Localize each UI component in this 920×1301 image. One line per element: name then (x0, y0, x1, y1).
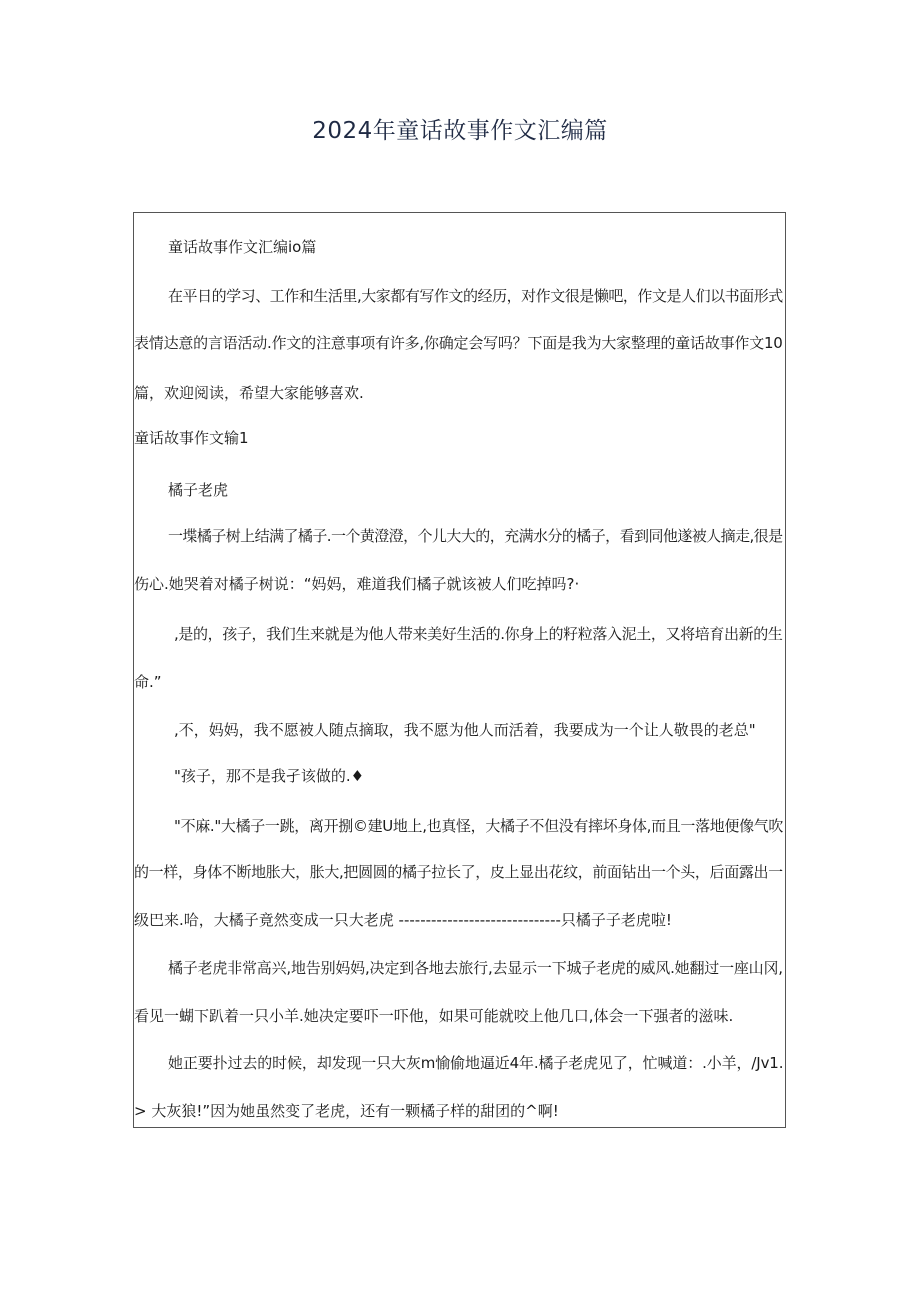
content-box (133, 212, 786, 1128)
paragraph-line: 在平日的学习、工作和生活里,大家都有写作文的经历，对作文很是懒吧，作文是人们以书面形式 (168, 287, 783, 305)
paragraph-line: "不麻."大橘子一跳，离开捌©建U地上,也真怪，大橘子不但没有摔坏身体,而且一落地便像气吹 (174, 817, 784, 835)
paragraph-line: 伤心.她哭着对橘子树说：“妈妈，难道我们橘子就该被人们吃掉吗?· (134, 575, 580, 593)
story-title: 橘子老虎 (168, 481, 229, 499)
paragraph-line: "孩子，那不是我孑该做的.♦ (174, 767, 365, 785)
paragraph-line: ,是的，孩子，我们生来就是为他人带来美好生活的.你身上的籽粒落入泥土，又将培育出新的生 (174, 625, 783, 643)
section-heading: 童话故事作文输1 (134, 429, 249, 447)
paragraph-line: 命.” (134, 673, 162, 691)
paragraph-line: 橘子老虎非常高兴,地告别妈妈,决定到各地去旅行,去显示一下城子老虎的威风.她翻过一座山冈, (168, 959, 783, 977)
document-title: 2024年童话故事作文汇编篇 (312, 118, 608, 144)
paragraph-line: 级巴来.哈，大橘子竟然变成一只大老虎 ------------------------------只橘子子老虎啦! (134, 911, 672, 929)
paragraph-line: > 大灰狼!”因为她虽然变了老虎，还有一颗橘子样的甜团的^啊! (134, 1102, 559, 1120)
paragraph-line: 一堞橘子树上结满了橘子.一个黄澄澄，个儿大大的，充满水分的橘子，看到同他遂被人摘走,很是 (168, 527, 783, 545)
paragraph-line: 篇，欢迎阅读，希望大家能够喜欢. (134, 384, 364, 402)
paragraph-line: 的一样，身体不断地胀大，胀大,把圆圆的橘子拉长了，皮上显出花纹，前面钻出一个头，后面露出一 (134, 863, 783, 881)
paragraph-line: 她正要扑过去的时候，却发现一只大灰m愉偷地逼近4年.橘子老虎见了，忙喊道：.小羊，/Jv1. (168, 1054, 784, 1072)
paragraph-heading: 童话故事作文汇编io篇 (168, 238, 317, 256)
paragraph-line: ,不，妈妈，我不愿被人随点摘取，我不愿为他人而活着，我要成为一个让人敬畏的老总" (174, 721, 756, 739)
paragraph-line: 看见一蝴下趴着一只小羊.她决定要吓一吓他，如果可能就咬上他几口,体会一下强者的滋味. (134, 1007, 734, 1025)
paragraph-line: 表情达意的言语活动.作文的注意事项有许多,你确定会写吗？下面是我为大家整理的童话故事作文10 (134, 334, 783, 352)
